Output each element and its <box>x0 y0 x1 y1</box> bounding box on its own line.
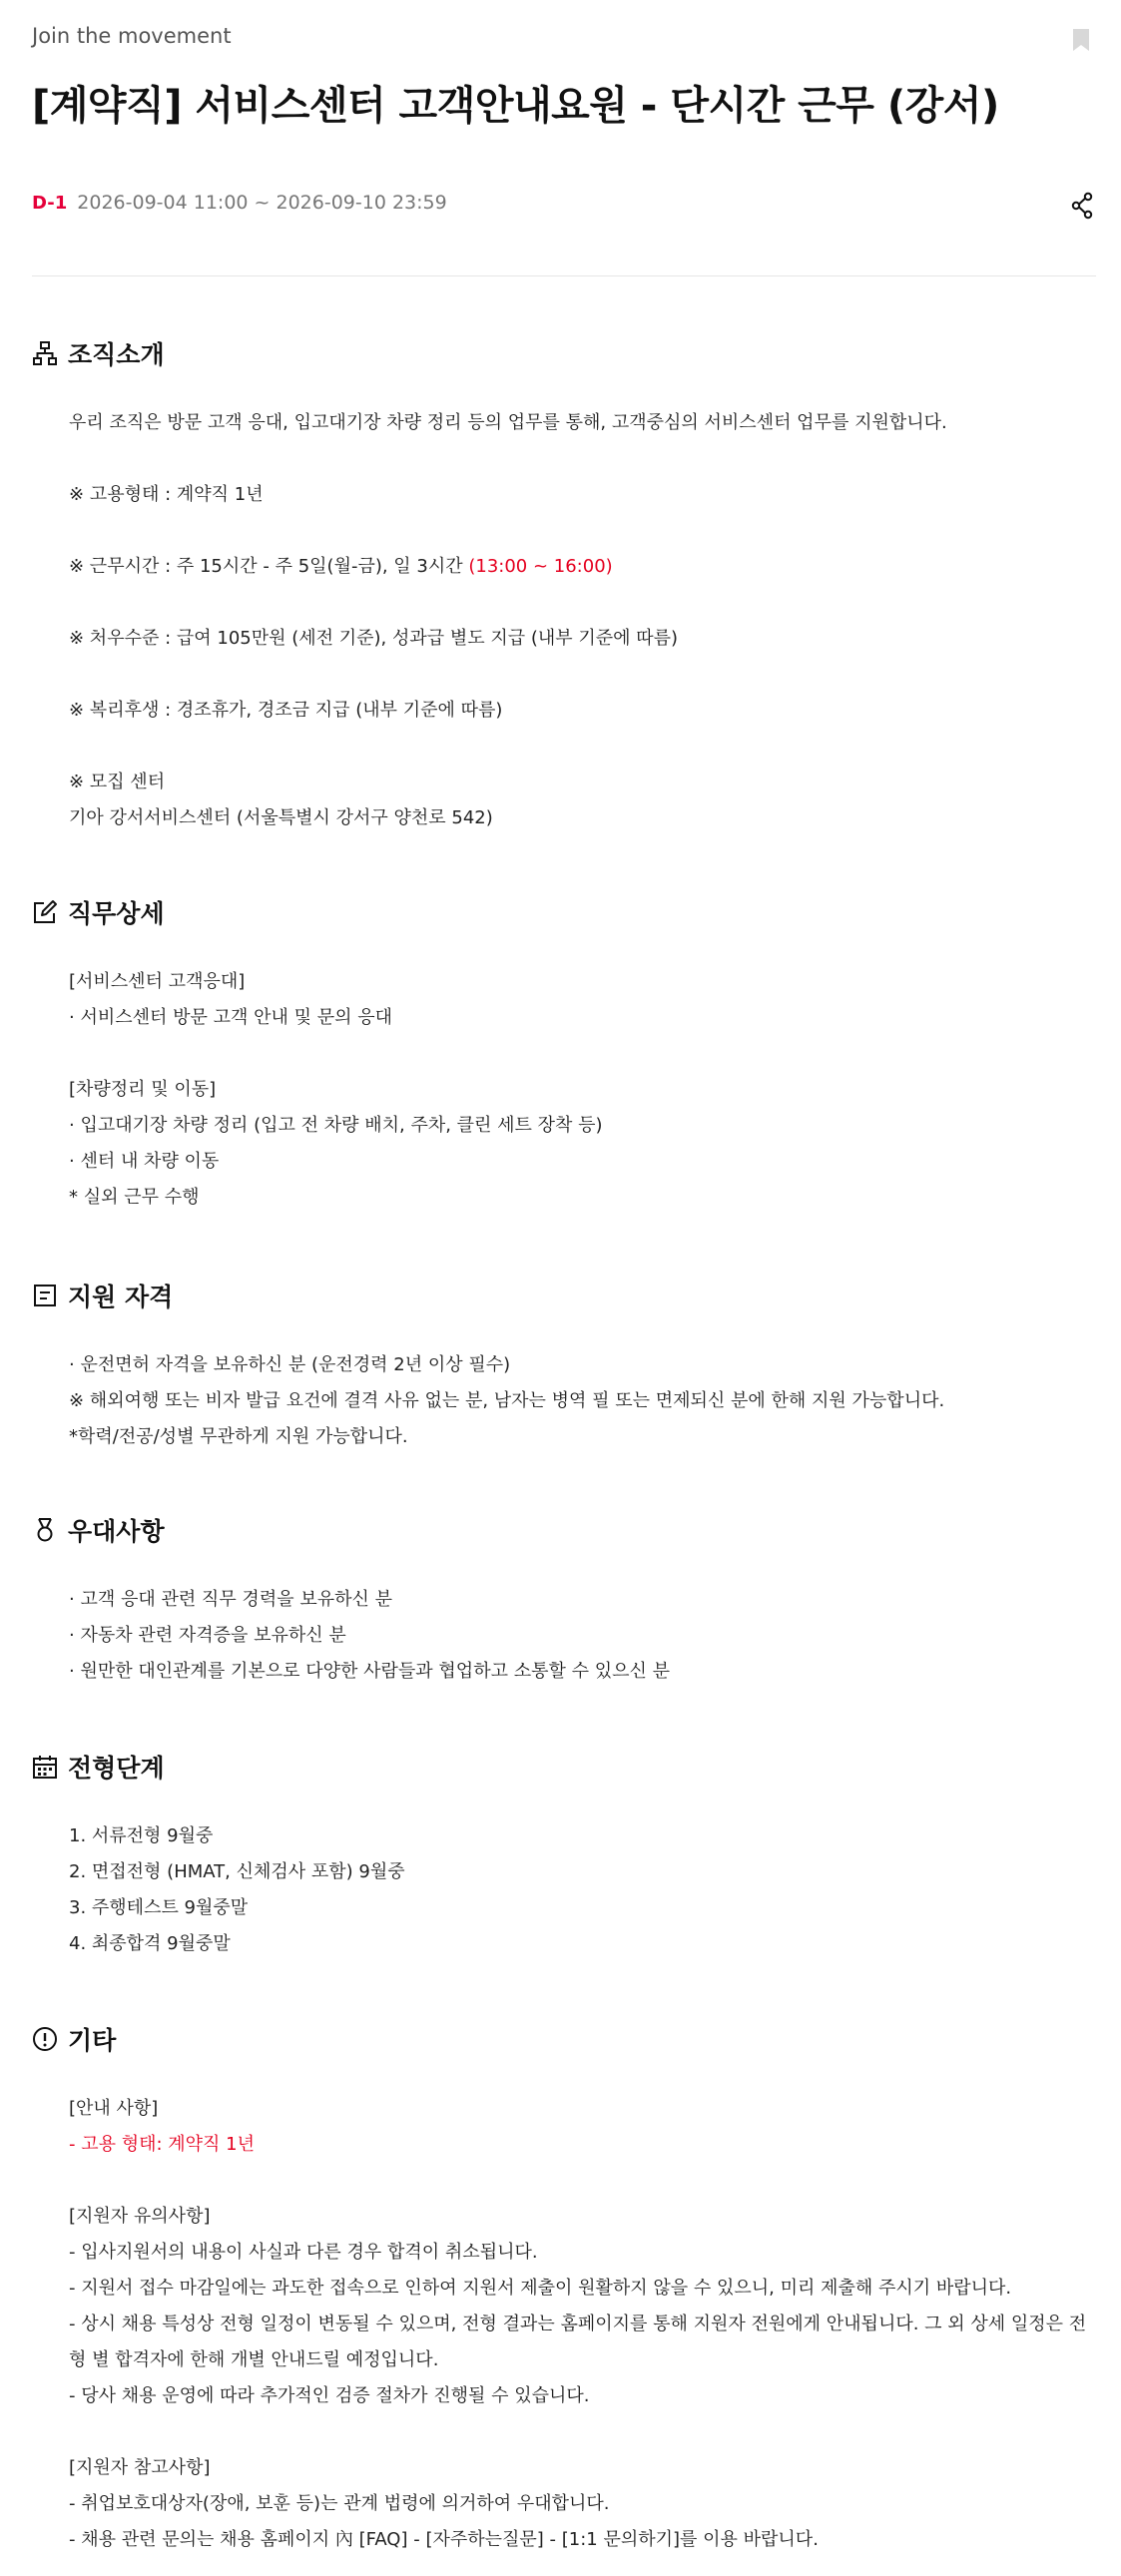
info-icon <box>32 2026 58 2052</box>
org-hours-text: ※ 근무시간 : 주 15시간 - 주 5일(월-금), 일 3시간 <box>69 556 469 577</box>
calendar-icon <box>32 1754 58 1780</box>
section-preference-body <box>69 1582 670 1690</box>
header-divider <box>32 275 1096 276</box>
list-item: - 채용 관련 문의는 채용 홈페이지 內 [FAQ] - [자주하는질문] - [1:1 문의하기]를 이용 바랍니다. <box>69 2529 819 2550</box>
section-process-body <box>69 1818 405 1962</box>
bookmark-icon[interactable] <box>1072 28 1090 52</box>
list-item: [서비스센터 고객응대] <box>69 971 246 992</box>
org-chart-icon <box>32 340 58 366</box>
list-item: · 서비스센터 방문 고객 안내 및 문의 응대 <box>69 1007 392 1028</box>
list-item: - 지원서 접수 마감일에는 과도한 접속으로 인하여 지원서 제출이 원활하지 않을 수 있으니, 미리 제출해 주시기 바랍니다. <box>69 2278 1012 2299</box>
list-item: · 자동차 관련 자격증을 보유하신 분 <box>69 1625 346 1646</box>
list-item: * 실외 근무 수행 <box>69 1187 200 1208</box>
section-org-body <box>69 405 947 836</box>
application-period <box>32 192 447 214</box>
org-hours <box>69 549 947 585</box>
section-etc-header <box>32 2021 116 2057</box>
list-item <box>69 1036 603 1072</box>
list-item: 1. 서류전형 9월중 <box>69 1825 214 1846</box>
list-item: - 취업보호대상자(장애, 보훈 등)는 관계 법령에 의거하여 우대합니다. <box>69 2493 610 2514</box>
list-item: - 상시 채용 특성상 전형 일정이 변동될 수 있으며, 전형 결과는 홈페이지를 통해 지원자 전원에게 안내됩니다. 그 외 상세 일정은 전형 별 합격자에 한해 개별 안내드릴 예정입니다. <box>69 2314 1087 2370</box>
org-center-label: ※ 모집 센터 <box>69 772 166 792</box>
section-etc-body <box>69 2091 1097 2558</box>
section-qualification-header <box>32 1278 173 1313</box>
edit-icon <box>32 899 58 925</box>
section-process-header <box>32 1749 165 1785</box>
list-item: · 입고대기장 차량 정리 (입고 전 차량 배치, 주차, 클린 세트 장착 등) <box>69 1115 603 1136</box>
list-item: [차량정리 및 이동] <box>69 1079 217 1100</box>
org-welfare: ※ 복리후생 : 경조휴가, 경조금 지급 (내부 기준에 따름) <box>69 700 503 721</box>
list-item: ※ 해외여행 또는 비자 발급 요건에 결격 사유 없는 분, 남자는 병역 필 또는 면제되신 분에 한해 지원 가능합니다. <box>69 1390 945 1411</box>
list-item: · 원만한 대인관계를 기본으로 다양한 사람들과 협업하고 소통할 수 있으신 분 <box>69 1661 670 1682</box>
org-employment: ※ 고용형태 : 계약직 1년 <box>69 484 264 505</box>
section-preference-title: 우대사항 <box>68 1517 165 1546</box>
org-intro: 우리 조직은 방문 고객 응대, 입고대기장 차량 정리 등의 업무를 통해, 고객중심의 서비스센터 업무를 지원합니다. <box>69 412 947 433</box>
org-salary: ※ 처우수준 : 급여 105만원 (세전 기준), 성과급 별도 지급 (내부 기준에 따름) <box>69 628 679 649</box>
section-org-title: 조직소개 <box>68 340 165 369</box>
etc-ref-label: [지원자 참고사항] <box>69 2457 211 2478</box>
share-icon[interactable] <box>1070 192 1094 220</box>
list-item: · 센터 내 차량 이동 <box>69 1151 220 1172</box>
section-qualification-title: 지원 자격 <box>68 1283 174 1311</box>
list-item: · 운전면허 자격을 보유하신 분 (운전경력 2년 이상 필수) <box>69 1354 511 1375</box>
list-item: · 고객 응대 관련 직무 경력을 보유하신 분 <box>69 1589 392 1610</box>
list-item: 3. 주행테스트 9월중말 <box>69 1897 249 1918</box>
org-hours-highlight: (13:00 ~ 16:00) <box>468 556 613 577</box>
section-qualification-body <box>69 1347 944 1455</box>
section-duty-header <box>32 894 165 930</box>
section-duty-title: 직무상세 <box>68 899 165 928</box>
section-org-header <box>32 335 165 371</box>
etc-notice-label: [안내 사항] <box>69 2098 159 2119</box>
list-item: - 입사지원서의 내용이 사실과 다른 경우 합격이 취소됩니다. <box>69 2242 538 2263</box>
medal-icon <box>32 1517 58 1543</box>
etc-caution-label: [지원자 유의사항] <box>69 2206 211 2227</box>
etc-notice-employment: - 고용 형태: 계약직 1년 <box>69 2134 256 2155</box>
period-text: 2026-09-04 11:00 ~ 2026-09-10 23:59 <box>77 192 447 214</box>
list-item: 4. 최종합격 9월중말 <box>69 1933 231 1954</box>
section-etc-title: 기타 <box>68 2026 117 2055</box>
list-item: - 당사 채용 운영에 따라 추가적인 검증 절차가 진행될 수 있습니다. <box>69 2385 590 2406</box>
list-item: 2. 면접전형 (HMAT, 신체검사 포함) 9월중 <box>69 1861 405 1882</box>
section-preference-header <box>32 1512 165 1548</box>
section-process-title: 전형단계 <box>68 1754 165 1783</box>
document-icon <box>32 1283 58 1308</box>
org-center: 기아 강서서비스센터 (서울특별시 강서구 양천로 542) <box>69 807 493 828</box>
list-item: *학력/전공/성별 무관하게 지원 가능합니다. <box>69 1426 408 1447</box>
page-title: [계약직] 서비스센터 고객안내요원 - 단시간 근무 (강서) <box>32 83 999 129</box>
dday-badge: D-1 <box>32 193 68 214</box>
tagline: Join the movement <box>32 24 232 48</box>
section-duty-body <box>69 964 603 1216</box>
